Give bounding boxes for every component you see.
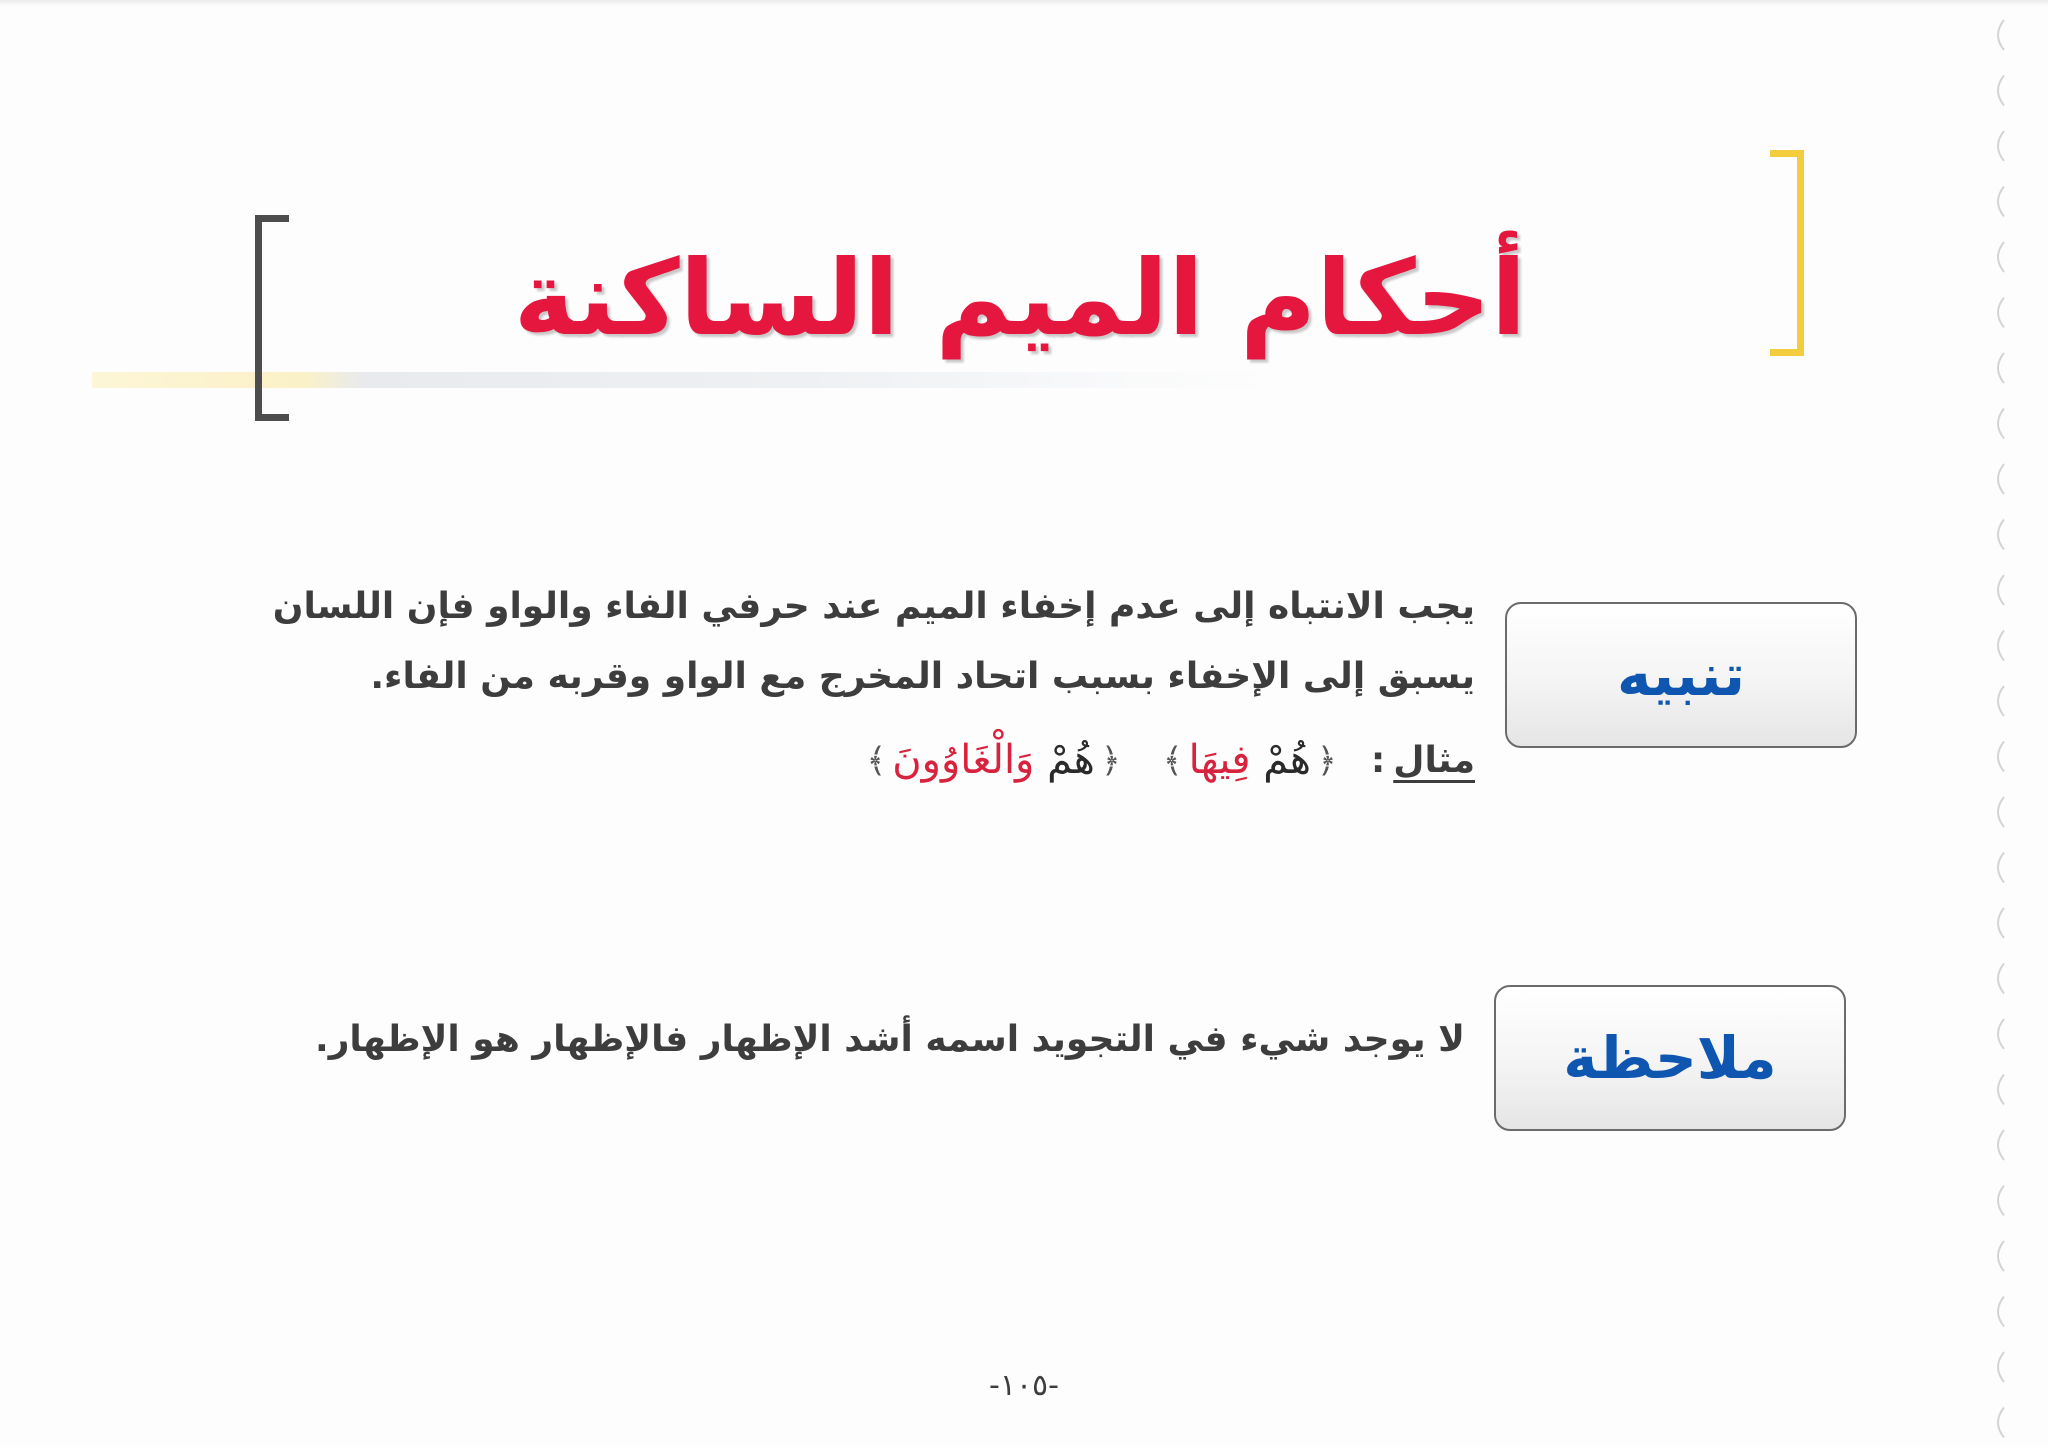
ornate-bracket-close: ﴾ [1162, 740, 1183, 781]
verse-word-black: هُمْ [1263, 737, 1311, 783]
binding-hole [1998, 686, 2004, 716]
binding-hole [1998, 797, 2004, 827]
ornate-bracket-open: ﴿ [1100, 740, 1121, 781]
verse-word-black: هُمْ [1047, 737, 1095, 783]
binding-hole [1998, 353, 2004, 383]
binding-hole [1998, 631, 2004, 661]
binding-hole [1998, 742, 2004, 772]
binding-hole [1998, 908, 2004, 938]
binding-hole [1998, 1408, 2004, 1438]
example-colon: : [1370, 739, 1386, 781]
title-bracket-right [1770, 150, 1804, 356]
binding-hole [1998, 1019, 2004, 1049]
binding-hole [1998, 187, 2004, 217]
binding-hole [1998, 1130, 2004, 1160]
binding-hole [1998, 76, 2004, 106]
ornate-bracket-close: ﴾ [866, 740, 887, 781]
mulahaza-label-box [1494, 985, 1846, 1131]
binding-hole [1998, 242, 2004, 272]
tanbih-example-row [860, 725, 1475, 795]
spiral-binding [1978, 0, 2048, 1447]
verse-example-1 [1157, 737, 1343, 783]
tanbih-text: يجب الانتباه إلى عدم إخفاء الميم عند حرفي الفاء والواو فإن اللسان يسبق إلى الإخفاء بسبب اتحاد المخرج مع الواو وقربه من الفاء. [272, 586, 1475, 697]
ornate-bracket-open: ﴿ [1316, 740, 1337, 781]
binding-hole [1998, 853, 2004, 883]
binding-hole [1998, 1241, 2004, 1271]
title-bracket-left [255, 215, 289, 421]
page-title: أحكام الميم الساكنة [513, 237, 1527, 359]
mulahaza-label: ملاحظة [1563, 1024, 1777, 1092]
binding-hole [1998, 20, 2004, 50]
binding-hole [1998, 1297, 2004, 1327]
binding-hole [1998, 298, 2004, 328]
binding-hole [1998, 520, 2004, 550]
page-top-edge [0, 0, 2048, 6]
verse-word-red: فِيهَا [1188, 737, 1251, 783]
tanbih-label: تنبيه [1617, 641, 1745, 709]
tanbih-label-box [1505, 602, 1857, 748]
verse-word-red: وَالْغَاوُونَ [892, 737, 1035, 783]
binding-hole [1998, 575, 2004, 605]
binding-hole [1998, 464, 2004, 494]
page-number: -١٠٥- [989, 1368, 1059, 1403]
binding-hole [1998, 1352, 2004, 1382]
binding-hole [1998, 1186, 2004, 1216]
example-label: مثال [1393, 739, 1475, 781]
mulahaza-text: لا يوجد شيء في التجويد اسمه أشد الإظهار فالإظهار هو الإظهار. [315, 1019, 1465, 1060]
binding-hole [1998, 1075, 2004, 1105]
verse-example-2 [860, 737, 1126, 783]
binding-hole [1998, 964, 2004, 994]
binding-hole [1998, 409, 2004, 439]
binding-hole [1998, 131, 2004, 161]
